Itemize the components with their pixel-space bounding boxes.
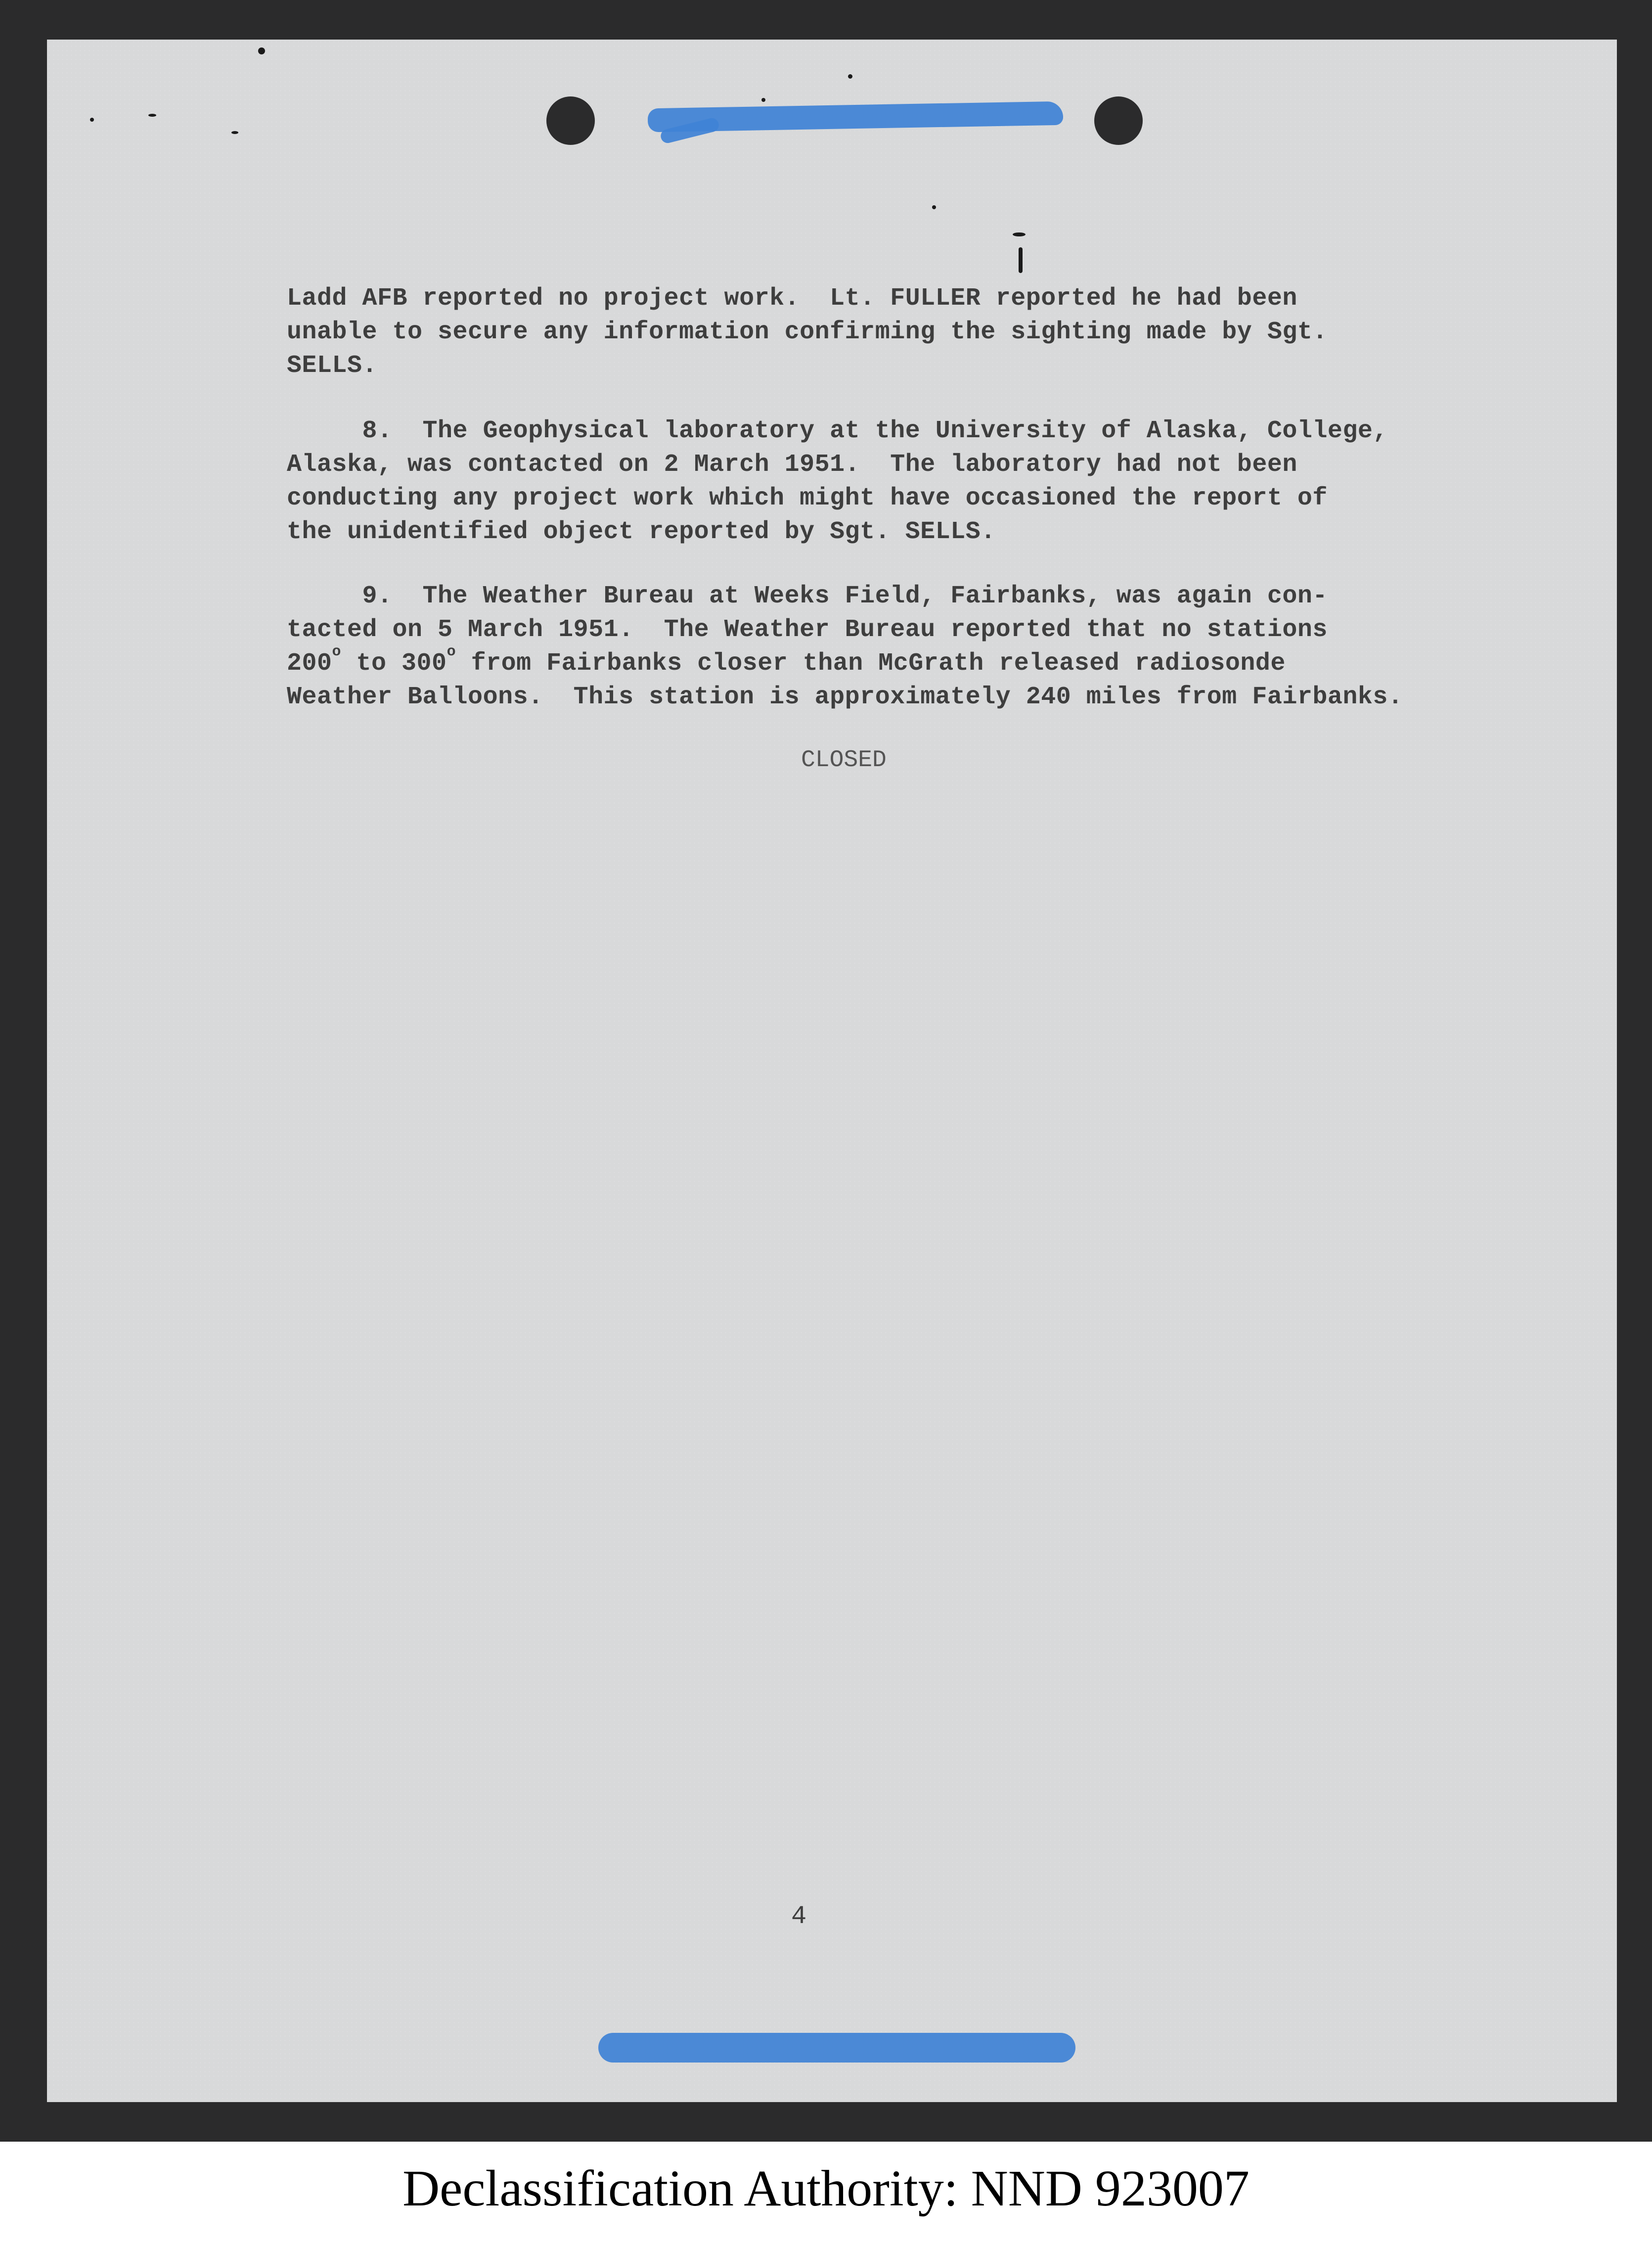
typed-line: 8. The Geophysical laboratory at the University of Alaska, College, xyxy=(287,417,1388,445)
punch-hole-right xyxy=(1094,96,1143,145)
typed-line: Ladd AFB reported no project work. Lt. FULLER reported he had been xyxy=(287,284,1297,313)
speck-8 xyxy=(1013,232,1026,236)
typed-line: conducting any project work which might have occasioned the report of xyxy=(287,484,1328,512)
degree-sign: o xyxy=(332,643,342,660)
typed-line: SELLS. xyxy=(287,352,378,380)
declassification-caption: Declassification Authority: NND 923007 xyxy=(402,2160,1250,2217)
blue-marker-bottom xyxy=(598,2033,1075,2063)
degree-value-a: 200 xyxy=(287,649,332,678)
typed-line: the unidentified object reported by Sgt. SELLS. xyxy=(287,518,996,546)
speck-6 xyxy=(848,74,852,79)
closed-label: CLOSED xyxy=(801,747,887,774)
speck-3 xyxy=(148,114,156,117)
degree-line-rest: from Fairbanks closer than McGrath released radiosonde xyxy=(456,649,1286,678)
speck-4 xyxy=(231,131,238,134)
typed-line: 9. The Weather Bureau at Weeks Field, Fairbanks, was again con- xyxy=(287,582,1328,610)
speck-7 xyxy=(932,205,936,209)
degree-value-b: to 300 xyxy=(341,649,447,678)
speck-2 xyxy=(90,118,94,122)
speck-5 xyxy=(761,98,765,102)
typed-line: Alaska, was contacted on 2 March 1951. The laboratory had not been xyxy=(287,451,1297,479)
punch-hole-left xyxy=(546,96,595,145)
degree-sign: o xyxy=(446,643,456,660)
typed-line: Weather Balloons. This station is approximately 240 miles from Fairbanks. xyxy=(287,683,1403,711)
typed-line: unable to secure any information confirming the sighting made by Sgt. xyxy=(287,318,1328,346)
typed-line-degrees xyxy=(287,643,1286,681)
page-number: 4 xyxy=(791,1902,807,1931)
speck-1 xyxy=(258,47,265,54)
typed-line: tacted on 5 March 1951. The Weather Bureau reported that no stations xyxy=(287,616,1328,644)
speck-9 xyxy=(1019,247,1023,273)
